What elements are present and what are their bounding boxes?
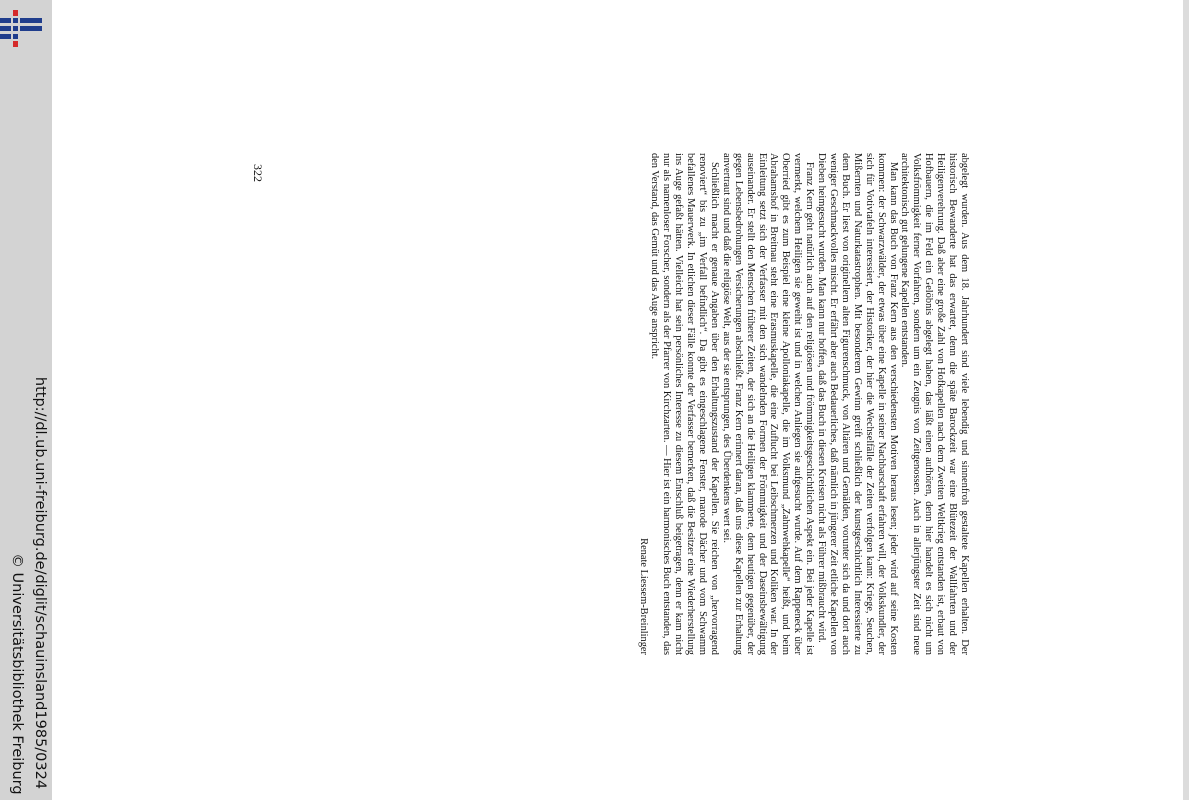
ub-freiburg-logo-icon[interactable]: [0, 8, 44, 52]
copyright-notice: © Universitätsbibliothek Freiburg: [9, 553, 25, 795]
paragraph: abgelegt wurden. Aus dem 18. Jahrhundert sind viele lebendig und sinnenfroh gestaltete Kapellen erhalten. Der historisch Bewanderte hat das erwartet, denn die späte Barockzeit war eine Blütezeit der Wallfahrten und der Heiligenverehrung. Daß aber eine große Zahl von Hofkapellen nach dem Zweiten Weltkrieg entstanden ist, erbaut von Hofbauern, die im Feld ein Gelöbnis abgelegt haben, das läßt einen aufhören, denn hier handelt es sich nicht um Volksfrömmigkeit ferner Vorfahren, sondern um ein Zeugnis von Zeitgenossen. Auch in allerjüngster Zeit sind neue architektonisch gut gelungene Kapellen entstanden.: [899, 153, 970, 655]
page-number: 322: [251, 164, 265, 182]
document-url[interactable]: http://dl.ub.uni-freiburg.de/diglit/schauinsland1985/0324: [32, 376, 48, 790]
page-text-block: [480, 153, 970, 655]
paragraph: Franz Kern geht natürlich auch auf den religiösen und frömmigkeitsgeschichtlichen Aspekt ein. Bei jeder Kapelle ist vermerkt, welchem Heiligen sie geweiht ist und in welchen Anliegen sie aufgesucht wurde. Auf dem Rappeneck über Oberried gibt es zum Beispiel eine kleine Apolloniakapelle, die im Volksmund „Zahnwehkapelle“ heißt, und beim Abrahamshof in Breitnau steht eine Erasmuskapelle, die eine Zuflucht bei Leibschmerzen und Koliken war. In der Einleitung setzt sich der Verfasser mit den sich wandelnden Formen der Frömmigkeit und der Daseinsbewältigung auseinander. Er stellt den Menschen früherer Zeiten, der sich an die Heiligen klammerte, dem heutigen gegenüber, der gegen Lebensbedrohungen Versicherungen abschließt. Franz Kern erinnert daran, daß uns diese Kapellen zur Erhaltung anvertraut sind und daß die religiöse Welt, aus der sie entsprungen, des Überdenkens wert sei.: [720, 153, 816, 655]
paragraph: Schließlich macht er genaue Angaben über den Erhaltungszustand der Kapellen. Sie reichen von „hervorragend renoviert“ bis zu „im Verfall befindlich“. Da gibt es eingeschlagene Fenster, marode Dächer und vom Schwamm befallenes Mauerwerk. In etlichen dieser Fälle konnte der Verfasser bemerken, daß die Besitzer eine Wiederherstellung ins Auge gefaßt hätten. Vielleicht hat sein persönliches Interesse zu diesem Entschluß beigetragen, denn er kam nicht nur als namenloser Forscher, sondern als der Pfarrer von Kirchzarten. — Hier ist ein harmonisches Buch entstanden, das den Verstand, das Gemüt und das Auge anspricht.: [649, 153, 720, 655]
paragraph: Man kann das Buch von Franz Kern aus den verschiedensten Motiven heraus lesen; jeder wird auf seine Kosten kommen: der Schwarzwälder, der etwas über eine Kapelle in seiner Nachbarschaft erfahren will, der Volkskundler, der sich für Votivtafeln interessiert, der Historiker, der hier die Wechselfälle der Zeiten verfolgen kann: Kriege, Seuchen, Mißernten und Naturkatastrophen. Mit besonderem Gewinn greift schließlich der kunstgeschichtlich Interessierte zu dem Buch. Er liest von originellem alten Figurenschmuck, von Altären und Gemälden, vorunter sich da und dort auch weniger Geschmackvolles mischt. Er erfährt aber auch Bedauerliches, daß nämlich in jüngerer Zeit etliche Kapellen von Dieben heimgesucht wurden. Man kann nur hoffen, daß das Buch in diesen Kreisen nicht als Führer mißbraucht wird.: [816, 153, 899, 655]
sidebar: [0, 0, 52, 800]
logo-graphic: [0, 8, 44, 52]
scanned-page-text: [480, 153, 970, 655]
page-scroll-edge[interactable]: [1183, 0, 1189, 800]
author-signature: Renate Liessem-Breinlinger: [637, 538, 649, 655]
